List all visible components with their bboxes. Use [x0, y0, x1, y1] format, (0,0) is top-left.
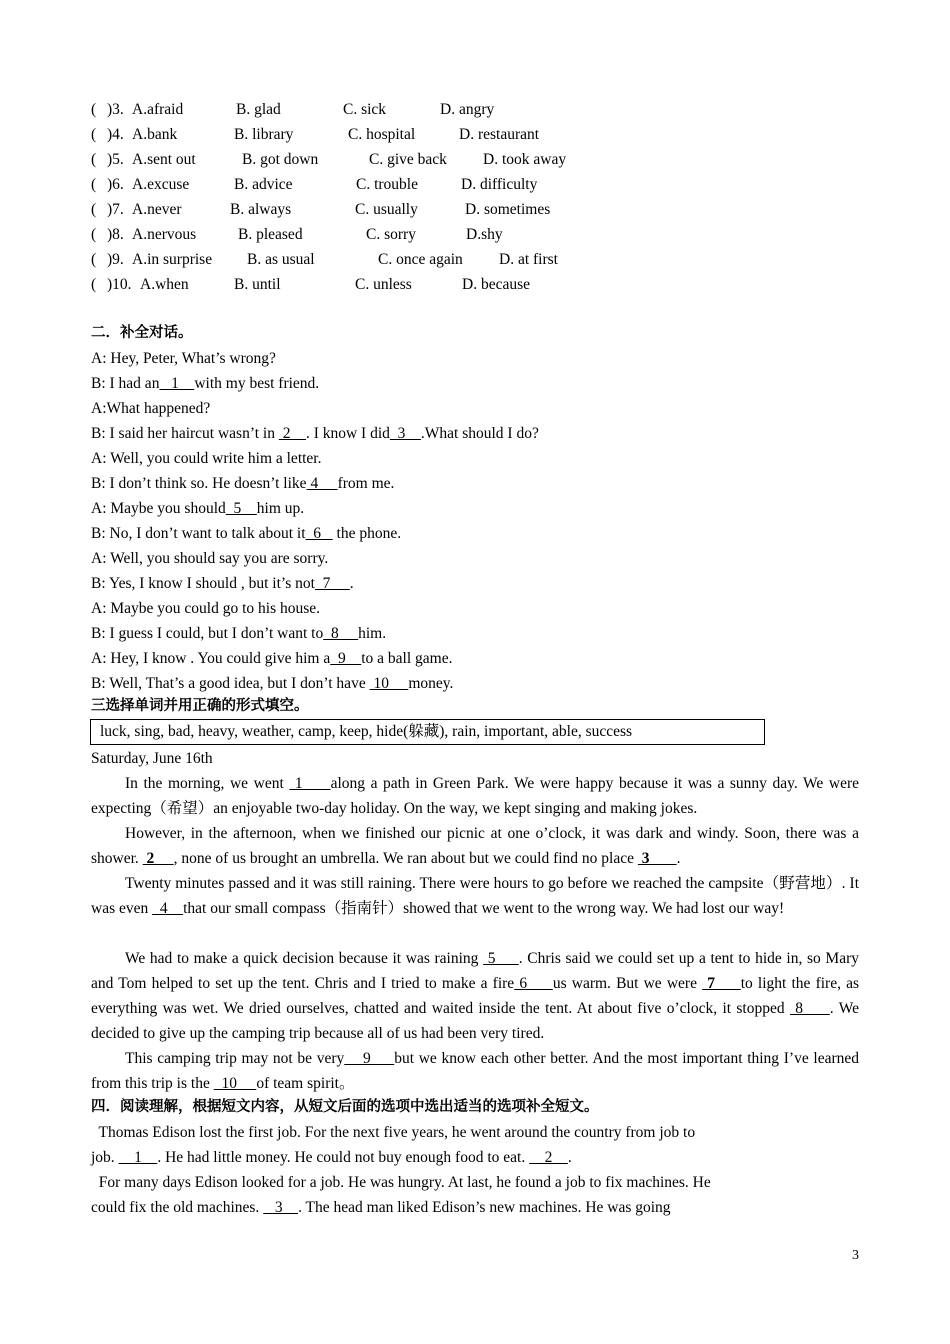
- answer-blank[interactable]: 8: [323, 625, 359, 642]
- answer-blank[interactable]: 2: [278, 425, 306, 442]
- mc-paren: (: [91, 251, 97, 268]
- answer-blank[interactable]: 2: [529, 1149, 568, 1166]
- reading-text: could fix the old machines.: [91, 1199, 264, 1216]
- dialogue-text: B: I don’t think so. He doesn’t like: [91, 475, 307, 492]
- mc-item: [91, 197, 859, 222]
- dialogue-line: [91, 621, 859, 646]
- answer-blank[interactable]: 3: [263, 1199, 299, 1216]
- passage-text: along a path in Green Park. We were happy because it was a sunny day. We were expecting（希望）an enjoyable two-day holiday. On the way, we kept singing and making jokes.: [91, 775, 860, 817]
- word-bank-box: luck, sing, bad, heavy, weather, camp, keep, hide(躲藏), rain, important, able, success: [90, 719, 765, 745]
- dialogue-text: .: [349, 575, 354, 592]
- dialogue-text: to a ball game.: [361, 650, 453, 667]
- dialogue-line: [91, 521, 859, 546]
- reading-text: . The head man liked Edison’s new machines. He was going: [298, 1199, 671, 1216]
- dialogue-text: A:What happened?: [91, 400, 211, 417]
- answer-blank[interactable]: 10: [369, 675, 409, 692]
- mc-option-d: D. at first: [499, 251, 558, 268]
- dialogue-text: . I know I did: [305, 425, 390, 442]
- mc-option-b: B. advice: [234, 176, 293, 193]
- passage-text: us warm. But we were: [552, 975, 703, 992]
- mc-paren: (: [91, 176, 97, 193]
- mc-option-b: B. pleased: [238, 226, 303, 243]
- mc-option-c: C. trouble: [356, 176, 418, 193]
- dialogue-line: [91, 671, 859, 696]
- answer-blank[interactable]: 7: [314, 575, 350, 592]
- passage-paragraph: [91, 771, 859, 821]
- mc-option-d: D. angry: [440, 101, 495, 118]
- answer-blank[interactable]: 8: [789, 1000, 830, 1017]
- mc-option-b: B. always: [230, 201, 292, 218]
- answer-blank[interactable]: 6: [514, 975, 553, 992]
- mc-option-d: D. sometimes: [465, 201, 551, 218]
- section-2-heading: 二．补全对话。: [91, 325, 193, 341]
- dialogue-text: B: I had an: [91, 375, 160, 392]
- mc-number: )8.: [107, 226, 124, 243]
- dialogue-line: [91, 346, 859, 371]
- reading-line: [91, 1195, 859, 1220]
- dialogue-line: [91, 496, 859, 521]
- mc-option-d: D. because: [462, 276, 530, 293]
- answer-blank[interactable]: 3: [637, 850, 677, 867]
- mc-item: [91, 122, 859, 147]
- mc-item: [91, 222, 859, 247]
- reading-text: . He had little money. He could not buy enough food to eat.: [157, 1149, 530, 1166]
- mc-option-a: A.nervous: [132, 226, 197, 243]
- dialogue-text: B: No, I don’t want to talk about it: [91, 525, 306, 542]
- reading-text: For many days Edison looked for a job. He was hungry. At last, he found a job to fix machines. He: [91, 1174, 711, 1191]
- answer-blank[interactable]: 7: [702, 975, 741, 992]
- mc-option-a: A.afraid: [132, 101, 184, 118]
- dialogue-text: A: Well, you should say you are sorry.: [91, 550, 329, 567]
- mc-paren: (: [91, 201, 97, 218]
- dialogue-text: A: Maybe you could go to his house.: [91, 600, 321, 617]
- passage-text: This camping trip may not be very: [125, 1050, 345, 1067]
- passage-text: . Chris said we could set up a tent to hide in, so Mary and Tom helped to set up the tent. Chris and I tried to make a fire: [91, 950, 860, 992]
- dialogue-line: [91, 421, 859, 446]
- dialogue-line: [91, 396, 859, 421]
- mc-option-c: C. once again: [378, 251, 463, 268]
- reading-text: .: [567, 1149, 572, 1166]
- passage-text: that our small compass（指南针）showed that we went to the wrong way. We had lost our way!: [183, 900, 785, 917]
- dialogue-line: [91, 596, 859, 621]
- mc-number: )4.: [107, 126, 124, 143]
- mc-option-b: B. library: [234, 126, 294, 143]
- dialogue-line: [91, 371, 859, 396]
- mc-item: [91, 97, 859, 122]
- reading-line: [91, 1145, 859, 1170]
- mc-number: )7.: [107, 201, 124, 218]
- dialogue-text: B: Well, That’s a good idea, but I don’t have: [91, 675, 370, 692]
- answer-blank[interactable]: 2: [142, 850, 174, 867]
- mc-option-b: B. as usual: [247, 251, 315, 268]
- mc-paren: (: [91, 276, 97, 293]
- dialogue-text: .What should I do?: [420, 425, 539, 442]
- answer-blank[interactable]: 1: [159, 375, 195, 392]
- mc-option-c: C. sick: [343, 101, 387, 118]
- reading-line: [91, 1120, 859, 1145]
- dialogue-line: [91, 546, 859, 571]
- mc-number: )6.: [107, 176, 124, 193]
- dialogue-text: A: Hey, I know . You could give him a: [91, 650, 331, 667]
- reading-text: Thomas Edison lost the first job. For the next five years, he went around the country from job to: [91, 1124, 696, 1141]
- reading-text: job.: [91, 1149, 119, 1166]
- mc-option-a: A.sent out: [132, 151, 196, 168]
- passage-text: We had to make a quick decision because it was raining: [125, 950, 484, 967]
- dialogue-text: money.: [408, 675, 454, 692]
- mc-option-d: D. restaurant: [459, 126, 540, 143]
- section-4-heading: 四．阅读理解，根据短文内容，从短文后面的选项中选出适当的选项补全短文。: [91, 1099, 599, 1115]
- mc-option-a: A.excuse: [132, 176, 190, 193]
- dialogue-text: B: Yes, I know I should , but it’s not: [91, 575, 315, 592]
- dialogue-line: [91, 571, 859, 596]
- passage-text: However, in the afternoon, when we finished our picnic at one o’clock, it was dark and windy. Soon, there was a shower.: [91, 825, 859, 867]
- mc-option-a: A.in surprise: [132, 251, 213, 268]
- mc-option-a: A.when: [140, 276, 189, 293]
- answer-blank[interactable]: 3: [389, 425, 421, 442]
- dialogue-text: him up.: [256, 500, 305, 517]
- mc-paren: (: [91, 151, 97, 168]
- passage-text: In the morning, we went: [125, 775, 290, 792]
- dialogue-line: [91, 446, 859, 471]
- passage-text: . We decided to give up the camping trip because all of us had been very tired.: [91, 1000, 859, 1042]
- mc-paren: (: [91, 101, 97, 118]
- passage-text: , none of us brought an umbrella. We ran about but we could find no place: [173, 850, 638, 867]
- mc-option-c: C. hospital: [348, 126, 416, 143]
- mc-option-a: A.never: [132, 201, 182, 218]
- mc-option-c: C. give back: [369, 151, 447, 168]
- dialogue-text: from me.: [337, 475, 395, 492]
- dialogue-line: [91, 471, 859, 496]
- passage-text: .: [676, 850, 681, 867]
- passage-text: Twenty minutes passed and it was still raining. There were hours to go before we reached the campsite（野营地）. It was even: [91, 875, 859, 917]
- mc-paren: (: [91, 126, 97, 143]
- dialogue-text: with my best friend.: [194, 375, 320, 392]
- dialogue-text: the phone.: [332, 525, 402, 542]
- passage-text: to light the fire, as everything was wet. We dried ourselves, chatted and waited inside the tent. At about five o’clock, it stopped: [91, 975, 860, 1017]
- passage-paragraph: [91, 1046, 859, 1096]
- passage-paragraph: [91, 946, 859, 1046]
- dialogue-text: him.: [358, 625, 387, 642]
- answer-blank[interactable]: 9: [330, 650, 362, 667]
- mc-option-a: A.bank: [132, 126, 178, 143]
- answer-blank[interactable]: 6: [305, 525, 333, 542]
- mc-option-c: C. sorry: [366, 226, 416, 243]
- mc-option-c: C. usually: [355, 201, 418, 218]
- mc-number: )5.: [107, 151, 124, 168]
- mc-option-b: B. got down: [242, 151, 319, 168]
- answer-blank[interactable]: 9: [344, 1050, 395, 1067]
- mc-option-d: D. difficulty: [461, 176, 538, 193]
- mc-item: [91, 272, 859, 297]
- answer-blank[interactable]: 4: [152, 900, 184, 917]
- mc-paren: (: [91, 226, 97, 243]
- answer-blank[interactable]: 1: [289, 775, 331, 792]
- reading-line: [91, 1170, 859, 1195]
- passage-paragraph: [91, 821, 859, 871]
- passage-text: but we know each other better. And the most important thing I’ve learned from this trip is the: [91, 1050, 859, 1092]
- dialogue-text: B: I guess I could, but I don’t want to: [91, 625, 324, 642]
- section-3-heading: 三选择单词并用正确的形式填空。: [91, 698, 309, 714]
- mc-option-d: D. took away: [483, 151, 567, 168]
- mc-number: )10.: [107, 276, 132, 293]
- answer-blank[interactable]: 10: [213, 1075, 257, 1092]
- mc-item: [91, 147, 859, 172]
- mc-item: [91, 247, 859, 272]
- dialogue-line: [91, 646, 859, 671]
- answer-blank[interactable]: 5: [225, 500, 257, 517]
- mc-option-b: B. glad: [236, 101, 281, 118]
- diary-date: Saturday, June 16th: [91, 750, 213, 767]
- passage-text: of team spirit。: [256, 1075, 355, 1092]
- mc-number: )3.: [107, 101, 124, 118]
- mc-option-b: B. until: [234, 276, 281, 293]
- dialogue-text: B: I said her haircut wasn’t in: [91, 425, 279, 442]
- answer-blank[interactable]: 1: [118, 1149, 158, 1166]
- dialogue-text: A: Maybe you should: [91, 500, 226, 517]
- mc-option-c: C. unless: [355, 276, 412, 293]
- mc-item: [91, 172, 859, 197]
- dialogue-text: A: Hey, Peter, What’s wrong?: [91, 350, 276, 367]
- answer-blank[interactable]: 5: [483, 950, 519, 967]
- mc-number: )9.: [107, 251, 124, 268]
- dialogue-text: A: Well, you could write him a letter.: [91, 450, 322, 467]
- mc-option-d: D.shy: [466, 226, 503, 243]
- answer-blank[interactable]: 4: [306, 475, 338, 492]
- passage-paragraph: [91, 871, 859, 921]
- page-number: 3: [852, 1248, 859, 1263]
